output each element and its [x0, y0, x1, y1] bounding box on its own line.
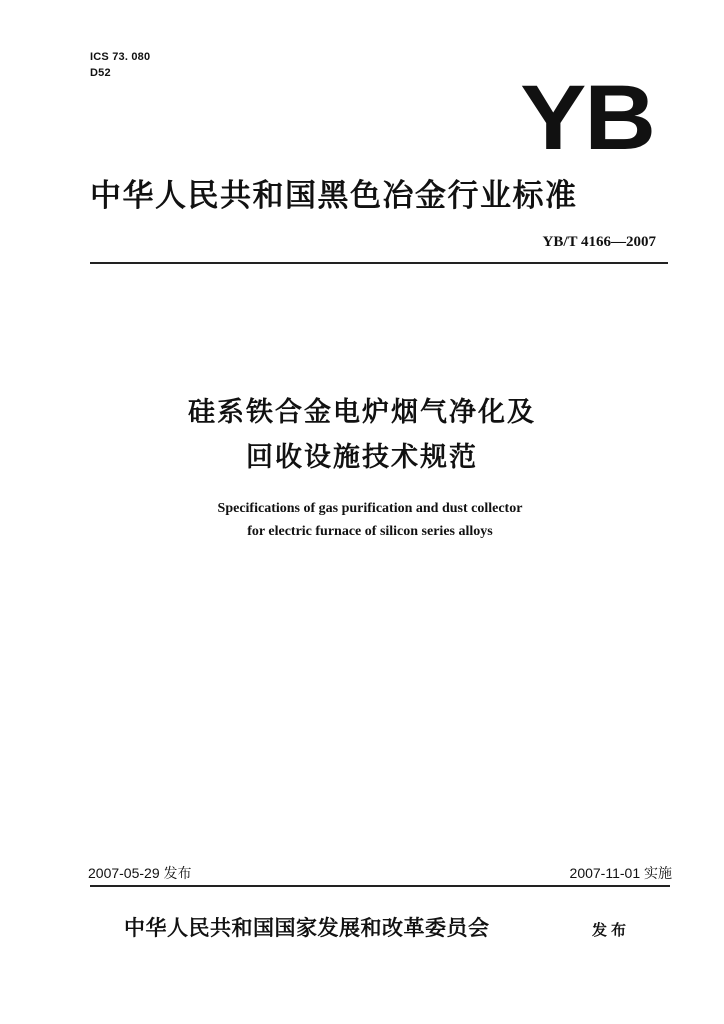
- standard-number: YB/T 4166—2007: [542, 234, 656, 250]
- industry-standard-title: 中华人民共和国黑色冶金行业标准: [90, 178, 578, 214]
- chinese-title-line-1: 硅系铁合金电炉烟气净化及: [188, 397, 536, 428]
- ics-code: ICS 73. 080: [90, 51, 151, 63]
- issue-date: 2007-05-29 发布: [88, 865, 192, 881]
- chinese-title-line-2: 回收设施技术规范: [246, 442, 478, 473]
- header-divider: [90, 262, 668, 264]
- classification-code: D52: [90, 67, 111, 79]
- footer-divider: [90, 885, 670, 887]
- english-title-line-2: for electric furnace of silicon series alloys: [247, 524, 493, 539]
- publish-label: 发布: [592, 921, 631, 939]
- yb-logo: YB: [520, 67, 654, 169]
- implementation-date: 2007-11-01 实施: [569, 865, 672, 881]
- issuing-authority: 中华人民共和国国家发展和改革委员会: [124, 915, 490, 940]
- english-title-line-1: Specifications of gas purification and dust collector: [217, 501, 523, 516]
